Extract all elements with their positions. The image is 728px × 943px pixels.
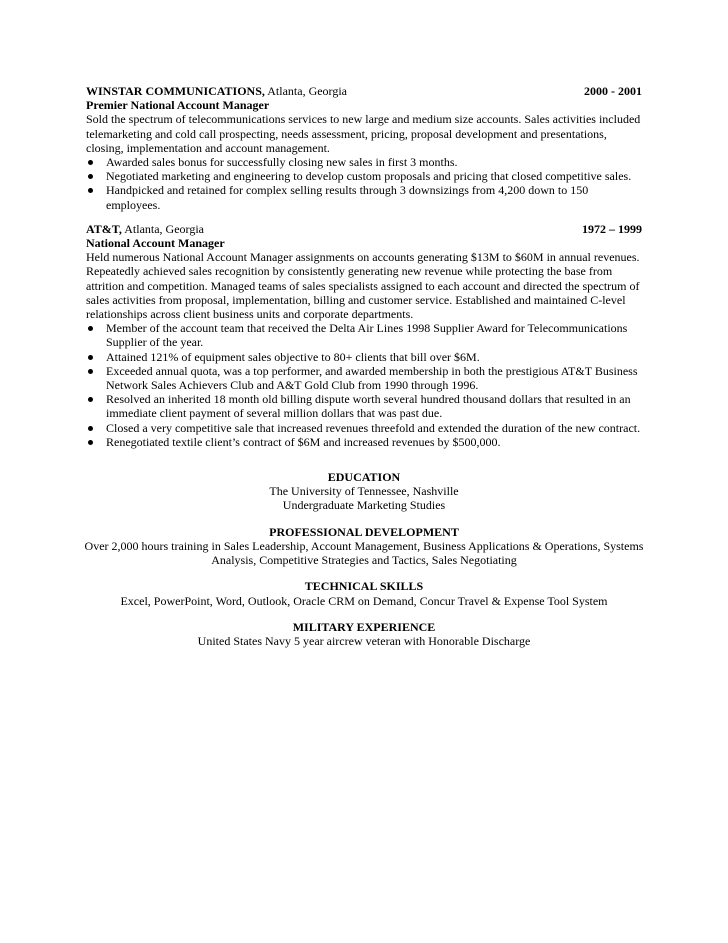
- bullet-item: [86, 155, 642, 169]
- bullet-item: [86, 364, 642, 392]
- job-bullets: [86, 155, 642, 212]
- job-header: [86, 222, 642, 236]
- bullet-item: [86, 183, 642, 211]
- bullet-item: [86, 350, 642, 364]
- bullet-item: [86, 435, 642, 449]
- company-location: Atlanta, Georgia: [264, 84, 347, 98]
- bullet-text: Handpicked and retained for complex selling results through 3 downsizings from 4,200 down to 150 employees.: [106, 183, 589, 212]
- section-body: United States Navy 5 year aircrew veteran with Honorable Discharge: [197, 633, 531, 648]
- bullet-icon: [88, 355, 93, 360]
- bullet-text: Resolved an inherited 18 month old billing dispute worth several hundred thousand dollars that resulted in an immediate client payment of several million dollars that was past due.: [106, 392, 631, 421]
- company-name: AT&T,: [86, 221, 122, 236]
- bullet-icon: [88, 426, 93, 431]
- bullet-text: Renegotiated textile client’s contract of $6M and increased revenues by $500,000.: [106, 434, 501, 449]
- section-heading: TECHNICAL SKILLS: [304, 579, 424, 594]
- job-dates: 2000 - 2001: [584, 84, 642, 98]
- bullet-icon: [88, 188, 93, 193]
- job-dates: 1972 – 1999: [582, 221, 642, 236]
- military-experience-section: [86, 620, 642, 648]
- bullet-text: Closed a very competitive sale that increased revenues threefold and extended the duration of the new contract.: [106, 420, 641, 435]
- job-bullets: [86, 321, 642, 449]
- bullet-icon: [88, 397, 93, 402]
- bullet-text: Member of the account team that received the Delta Air Lines 1998 Supplier Award for Telecommunications Supplier of the year.: [106, 321, 628, 350]
- bullet-icon: [88, 174, 93, 179]
- professional-development-section: [86, 525, 642, 568]
- job-winstar: [86, 84, 642, 212]
- education-section: [86, 470, 642, 513]
- bullet-icon: [88, 160, 93, 165]
- bullet-text: Attained 121% of equipment sales objective to 80+ clients that bill over $6M.: [106, 349, 480, 364]
- technical-skills-section: [86, 579, 642, 607]
- bullet-icon: [88, 326, 93, 331]
- company-location: Atlanta, Georgia: [121, 221, 204, 236]
- bullet-item: [86, 169, 642, 183]
- bullet-icon: [88, 369, 93, 374]
- bullet-item: [86, 321, 642, 349]
- section-heading: MILITARY EXPERIENCE: [292, 619, 436, 634]
- section-heading: EDUCATION: [327, 470, 401, 485]
- bullet-text: Negotiated marketing and engineering to develop custom proposals and pricing that closed competitive sales.: [106, 169, 632, 184]
- job-title: Premier National Account Manager: [86, 98, 270, 113]
- job-description: Sold the spectrum of telecommunications services to new large and medium size accounts. Sales activities included telemarketing and cold call prospecting, needs assessment, pricing, proposal development and presentations, closing, implementation and account management.: [86, 112, 641, 155]
- job-title: National Account Manager: [86, 236, 225, 251]
- bullet-item: [86, 392, 642, 420]
- bullet-text: Awarded sales bonus for successfully closing new sales in first 3 months.: [106, 155, 458, 170]
- job-header: [86, 84, 642, 98]
- bullet-text: Exceeded annual quota, was a top performer, and awarded membership in both the prestigious AT&T Business Network Sales Achievers Club and A&T Gold Club from 1990 through 1996.: [106, 363, 638, 393]
- section-body: Over 2,000 hours training in Sales Leadership, Account Management, Business Applications & Operations, Systems Analysis, Competitive Strategies and Tactics, Sales Negotiating: [84, 538, 644, 568]
- section-body: Excel, PowerPoint, Word, Outlook, Oracle CRM on Demand, Concur Travel & Expense Tool System: [120, 593, 608, 608]
- job-att: [86, 222, 642, 449]
- bullet-item: [86, 421, 642, 435]
- company-name: WINSTAR COMMUNICATIONS,: [86, 84, 265, 98]
- section-heading: PROFESSIONAL DEVELOPMENT: [269, 524, 459, 539]
- resume-content: [86, 84, 642, 648]
- bullet-icon: [88, 440, 93, 445]
- job-description: Held numerous National Account Manager assignments on accounts generating $13M to $60M in annual revenues. Repeatedly achieved sales recognition by consistently generating new revenue while protecting the base from attrition and competition. Managed teams of sales specialists assigned to each account and directed the spectrum of sales activities from proposal, implementation, billing and customer service. Established and maintained C-level relationships across client business units and corporate departments.: [86, 250, 640, 322]
- school-name: The University of Tennessee, Nashville: [269, 484, 459, 499]
- study-field: Undergraduate Marketing Studies: [282, 498, 446, 513]
